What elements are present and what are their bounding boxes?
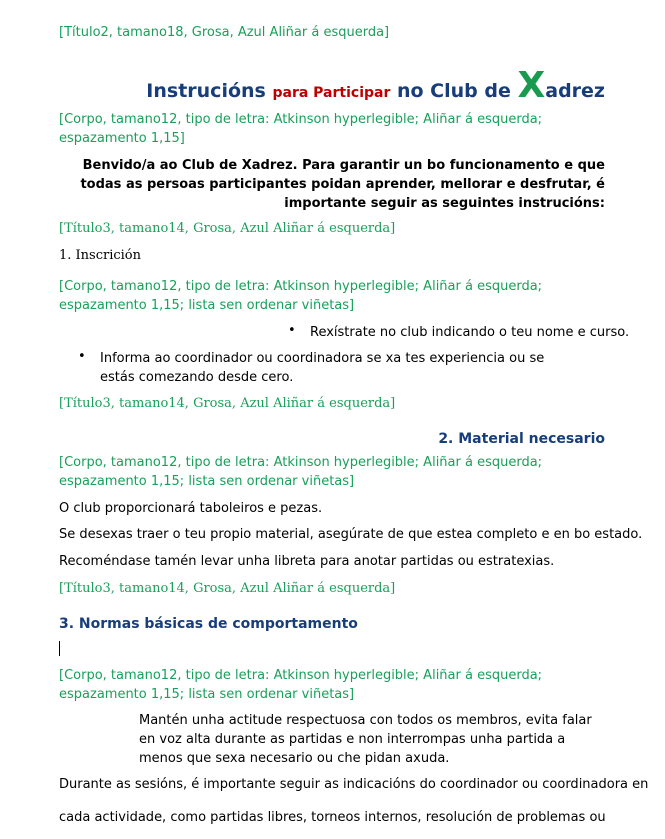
- s3-paragraph-line: cada actividade, como partidas libres, torneos internos, resolución de problemas ou: [59, 810, 606, 825]
- list-item-text: Rexístrate no club indicando o teu nome e curso.: [310, 325, 630, 340]
- section1-heading: 1. Inscrición: [59, 248, 142, 263]
- section3-heading: 3. Normas básicas de comportamento: [59, 616, 358, 632]
- title-part-para-participar: para Participar: [272, 85, 391, 101]
- title-big-x: X: [517, 65, 546, 106]
- s2-paragraph: O club proporcionará taboleiros e pezas.: [59, 501, 323, 516]
- style-note-title3-3: [Título3, tamano14, Grosa, Azul Aliñar á esquerda]: [59, 581, 396, 596]
- bullet-icon: •: [78, 349, 86, 364]
- bullet-icon: •: [288, 323, 296, 338]
- s3-indented-paragraph: Mantén unha actitude respectuosa con todos os membros, evita falar en voz alta durante as partidas e non interrompas unha partida a menos que sexa necesario ou che pidan axuda.: [139, 713, 592, 766]
- document-title: [146, 66, 605, 113]
- style-note-body-list-2: [Corpo, tamano12, tipo de letra: Atkinson hyperlegible; Aliñar á esquerda; espazamento 1,15; lista sen ordenar viñetas]: [59, 455, 543, 489]
- title-part-no-club-de: no Club de: [390, 80, 518, 102]
- s2-paragraph: Se desexas traer o teu propio material, asegúrate de que estea completo e en bo estado.: [59, 527, 643, 542]
- style-note-body: [Corpo, tamano12, tipo de letra: Atkinson hyperlegible; Aliñar á esquerda; espazamento 1,15]: [59, 112, 543, 146]
- style-note-title3-2: [Título3, tamano14, Grosa, Azul Aliñar á esquerda]: [59, 396, 396, 411]
- s2-paragraph: Recoméndase tamén levar unha libreta para anotar partidas ou estratexias.: [59, 554, 555, 569]
- style-note-title3-1: [Título3, tamano14, Grosa, Azul Aliñar á esquerda]: [59, 221, 396, 236]
- style-note-title2: [Título2, tamano18, Grosa, Azul Aliñar á esquerda]: [59, 25, 390, 40]
- intro-paragraph: Benvido/a ao Club de Xadrez. Para garantir un bo funcionamento e que todas as persoas participantes poidan aprender, mellorar e desfrutar, é importante seguir as seguintes instrucións:: [80, 158, 605, 211]
- s3-paragraph-line: Durante as sesións, é importante seguir as indicacións do coordinador ou coordinadora en: [59, 777, 649, 792]
- title-part-adrez: adrez: [545, 80, 605, 102]
- title-part-instrucions: Instrucións: [146, 80, 273, 102]
- style-note-body-list-3: [Corpo, tamano12, tipo de letra: Atkinson hyperlegible; Aliñar á esquerda; espazamento 1,15; lista sen ordenar viñetas]: [59, 668, 543, 702]
- text-cursor[interactable]: [59, 641, 60, 656]
- section2-heading: 2. Material necesario: [438, 431, 605, 447]
- style-note-body-list-1: [Corpo, tamano12, tipo de letra: Atkinson hyperlegible; Aliñar á esquerda; espazamento 1,15; lista sen ordenar viñetas]: [59, 279, 543, 313]
- list-item-text: Informa ao coordinador ou coordinadora se xa tes experiencia ou se estás comezando desde cero.: [100, 351, 545, 385]
